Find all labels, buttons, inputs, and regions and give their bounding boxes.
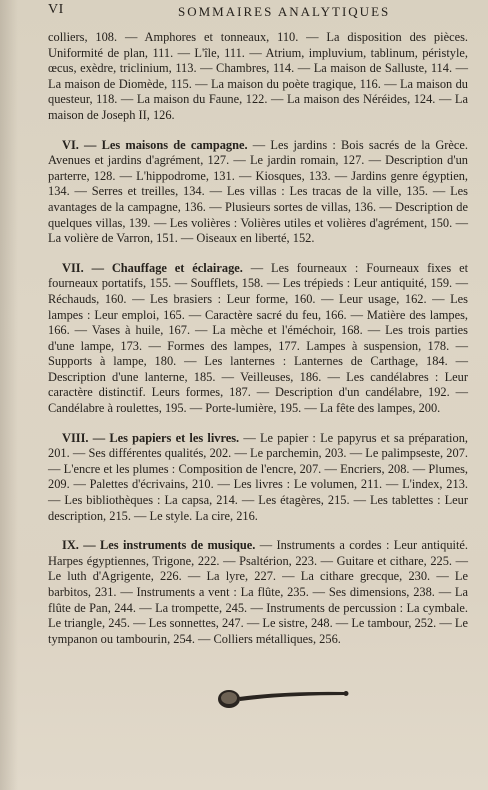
section-heading: VI. — Les maisons de campagne. <box>62 137 248 152</box>
section-viii <box>48 431 468 525</box>
section-continuation <box>48 30 468 124</box>
page-number: VI <box>48 2 64 17</box>
section-text: — Le papier : Le papyrus et sa préparation, 201. — Ses différentes qualités, 202. — Le parchemin, 203. — Le palimpseste, 207. — L'encre et les plumes : Composition de l'encre, 207. — Encriers, 208. — Plumes, 209. — Palettes d'écrivains, 210. — Les livres : Le volumen, 211. — L'index, 213. — Les bibliothèques : La capsa, 214. — Les étagères, 215. — Les tablettes : Leur description, 215. — Le style. La cire, 216. <box>48 430 468 523</box>
section-text: — Les fourneaux : Fourneaux fixes et fourneaux portatifs, 155. — Soufflets, 158. — Les trépieds : Leur antiquité, 159. — Réchauds, 160. — Les brasiers : Leur forme, 160. — Leur usage, 162. — Les lampes : Leur emploi, 165. — Caractère sacré du feu, 166. — Matière des lampes, 166. — Vases à huile, 167. — La mèche et l'éméchoir, 168. — Les trois parties d'une lampe, 173. — Formes des lampes, 177. Lampes à suspension, 178. — Supports à lampe, 180. — Les lanternes : Lanternes de Carthage, 184. — Description d'une lanterne, 185. — Veilleuses, 186. — Les candélabres : Leur caractère distinctif. Leurs formes, 187. — Description d'un candélabre, 192. — Candélabre à roulettes, 195. — Porte-lumière, 195. — La fête des lampes, 200. <box>48 260 469 416</box>
running-title: SOMMAIRES ANALYTIQUES <box>178 4 391 19</box>
tailpiece-spoon-icon <box>215 683 355 713</box>
section-text: — Les jardins : Bois sacrés de la Grèce. Avenues et jardins d'agrément, 127. — Le jardin romain, 127. — Description d'un parterre, 128. — L'hippodrome, 131. — Kiosques, 133. — Jardins genre égyptien, 134. — Serres et treilles, 134. — Les villas : Les tracas de la ville, 135. — Les avantages de la campagne, 136. — Plusieurs sortes de villas, 136. — Description de quelques villas, 139. — Les volières : Volières utiles et volières d'agrément, 150. — La volière de Varron, 151. — Oiseaux en liberté, 152. <box>48 137 468 246</box>
section-heading: IX. — Les instruments de musique. <box>62 538 256 553</box>
table-of-contents-body <box>48 30 468 661</box>
section-vii <box>48 261 468 417</box>
section-heading: VIII. — Les papiers et les livres. <box>62 430 240 445</box>
section-text: — Instruments a cordes : Leur antiquité. Harpes égyptiennes, Trigone, 222. — Psaltérion, 223. — Guitare et cithare, 225. — Le luth d'Agrigente, 226. — La lyre, 227. — La cithare grecque, 230. — Le barbitos, 231. — Instruments a vent : La flûte, 235. — Ses dimensions, 238. — La flûte de Pan, 244. — La trompette, 245. — Instruments de percussion : La cymbale. Le triangle, 245. — Les sonnettes, 247. — Le sistre, 248. — Le tambour, 252. — Le tympanon ou tambourin, 254. — Colliers métalliques, 256. <box>48 538 468 646</box>
section-text: colliers, 108. — Amphores et tonneaux, 110. — La disposition des pièces. Uniformité de plan, 111. — L'île, 111. — Atrium, impluvium, tablinum, péristyle, œcus, exèdre, triclinium, 113. — Chambres, 114. — La maison de Salluste, 114. — La maison de Diomède, 115. — La maison du poète tragique, 116. — La maison du questeur, 118. — La maison du Faune, 122. — La maison des Néréides, 124. — La maison de Joseph II, 126. <box>48 30 468 122</box>
binding-shadow <box>0 0 18 790</box>
section-heading: VII. — Chauffage et éclairage. <box>62 260 243 275</box>
section-vi <box>48 138 468 247</box>
page-header <box>48 2 474 24</box>
section-ix <box>48 538 468 647</box>
